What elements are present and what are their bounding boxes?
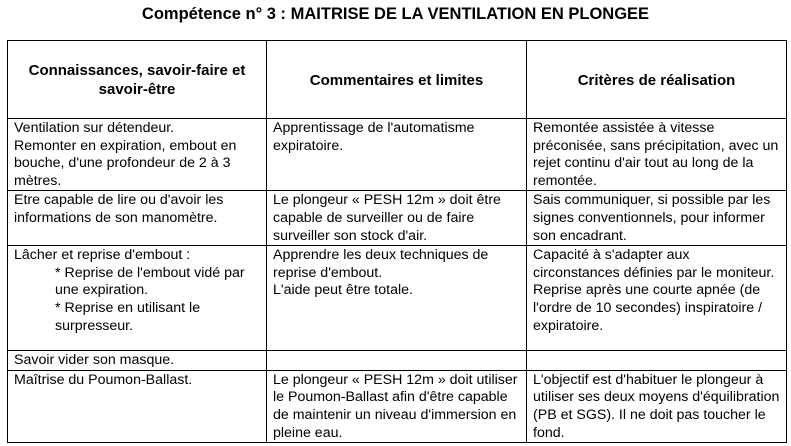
cell-text: Lâcher et reprise d'embout : — [14, 247, 191, 264]
cell-text: Le plongeur « PESH 12m » doit utiliser le Poumon-Ballast afin d'être capable de maintenir un niveau d'immersion en pleine eau. — [273, 371, 518, 441]
cell-knowledge — [8, 191, 267, 246]
cell-text: Le plongeur « PESH 12m » doit être capable de surveiller ou de faire surveiller son stock d'air. — [273, 192, 501, 244]
cell-text: * Reprise de l'embout vidé par une expiration. — [55, 264, 245, 299]
cell-criteria — [527, 119, 787, 191]
cell-comments — [267, 119, 527, 191]
cell-text: Maîtrise du Poumon-Ballast. — [14, 371, 193, 388]
table-row — [8, 191, 787, 246]
cell-criteria — [527, 370, 787, 442]
cell-criteria — [527, 191, 787, 246]
cell-comments — [267, 246, 527, 351]
cell-text: Remonter en expiration, embout en bouche, d'une profondeur de 2 à 3 mètres. — [14, 137, 237, 189]
cell-text: Capacité à s'adapter aux circonstances définies par le moniteur. — [533, 247, 775, 281]
competence-table — [7, 40, 787, 443]
cell-knowledge — [8, 246, 267, 351]
header-comments: Commentaires et limites — [267, 41, 527, 119]
cell-knowledge — [8, 119, 267, 191]
table-row — [8, 119, 787, 191]
table-header-row — [8, 41, 787, 119]
header-knowledge: Connaissances, savoir-faire et savoir-être — [8, 41, 267, 119]
cell-text: Apprendre les deux techniques de reprise d'embout. — [273, 247, 489, 281]
page-title: Compétence n° 3 : MAITRISE DE LA VENTILATION EN PLONGEE — [141, 5, 650, 23]
cell-text: L'objectif est d'habituer le plongeur à utiliser ses deux moyens d'équilibration (PB et SGS). Il ne doit pas toucher le fond. — [533, 371, 780, 441]
cell-comments — [267, 370, 527, 442]
table-row — [8, 351, 787, 371]
cell-text: * Reprise en utilisant le surpresseur. — [55, 299, 201, 334]
cell-comments — [267, 191, 527, 246]
cell-text: Savoir vider son masque. — [14, 352, 175, 369]
cell-text: Apprentissage de l'automatisme expiratoire. — [273, 120, 475, 154]
cell-criteria — [527, 246, 787, 351]
cell-knowledge — [8, 370, 267, 442]
cell-criteria — [527, 351, 787, 371]
cell-text: Ventilation sur détendeur. — [14, 120, 175, 136]
table-row — [8, 246, 787, 351]
cell-text: Remontée assistée à vitesse préconisée, sans précipitation, avec un rejet continu d'air tout au long de la remontée. — [533, 120, 779, 189]
cell-knowledge — [8, 351, 267, 371]
table-row — [8, 370, 787, 442]
cell-text: Etre capable de lire ou d'avoir les informations de son manomètre. — [14, 192, 224, 226]
cell-comments — [267, 351, 527, 371]
cell-text: Reprise après une courte apnée (de l'ordre de 10 secondes) inspiratoire / expiratoire. — [533, 282, 763, 334]
header-criteria: Critères de réalisation — [527, 41, 787, 119]
cell-text: L'aide peut être totale. — [273, 282, 413, 299]
cell-text: Sais communiquer, si possible par les signes conventionnels, pour informer son encadrant. — [533, 192, 771, 244]
